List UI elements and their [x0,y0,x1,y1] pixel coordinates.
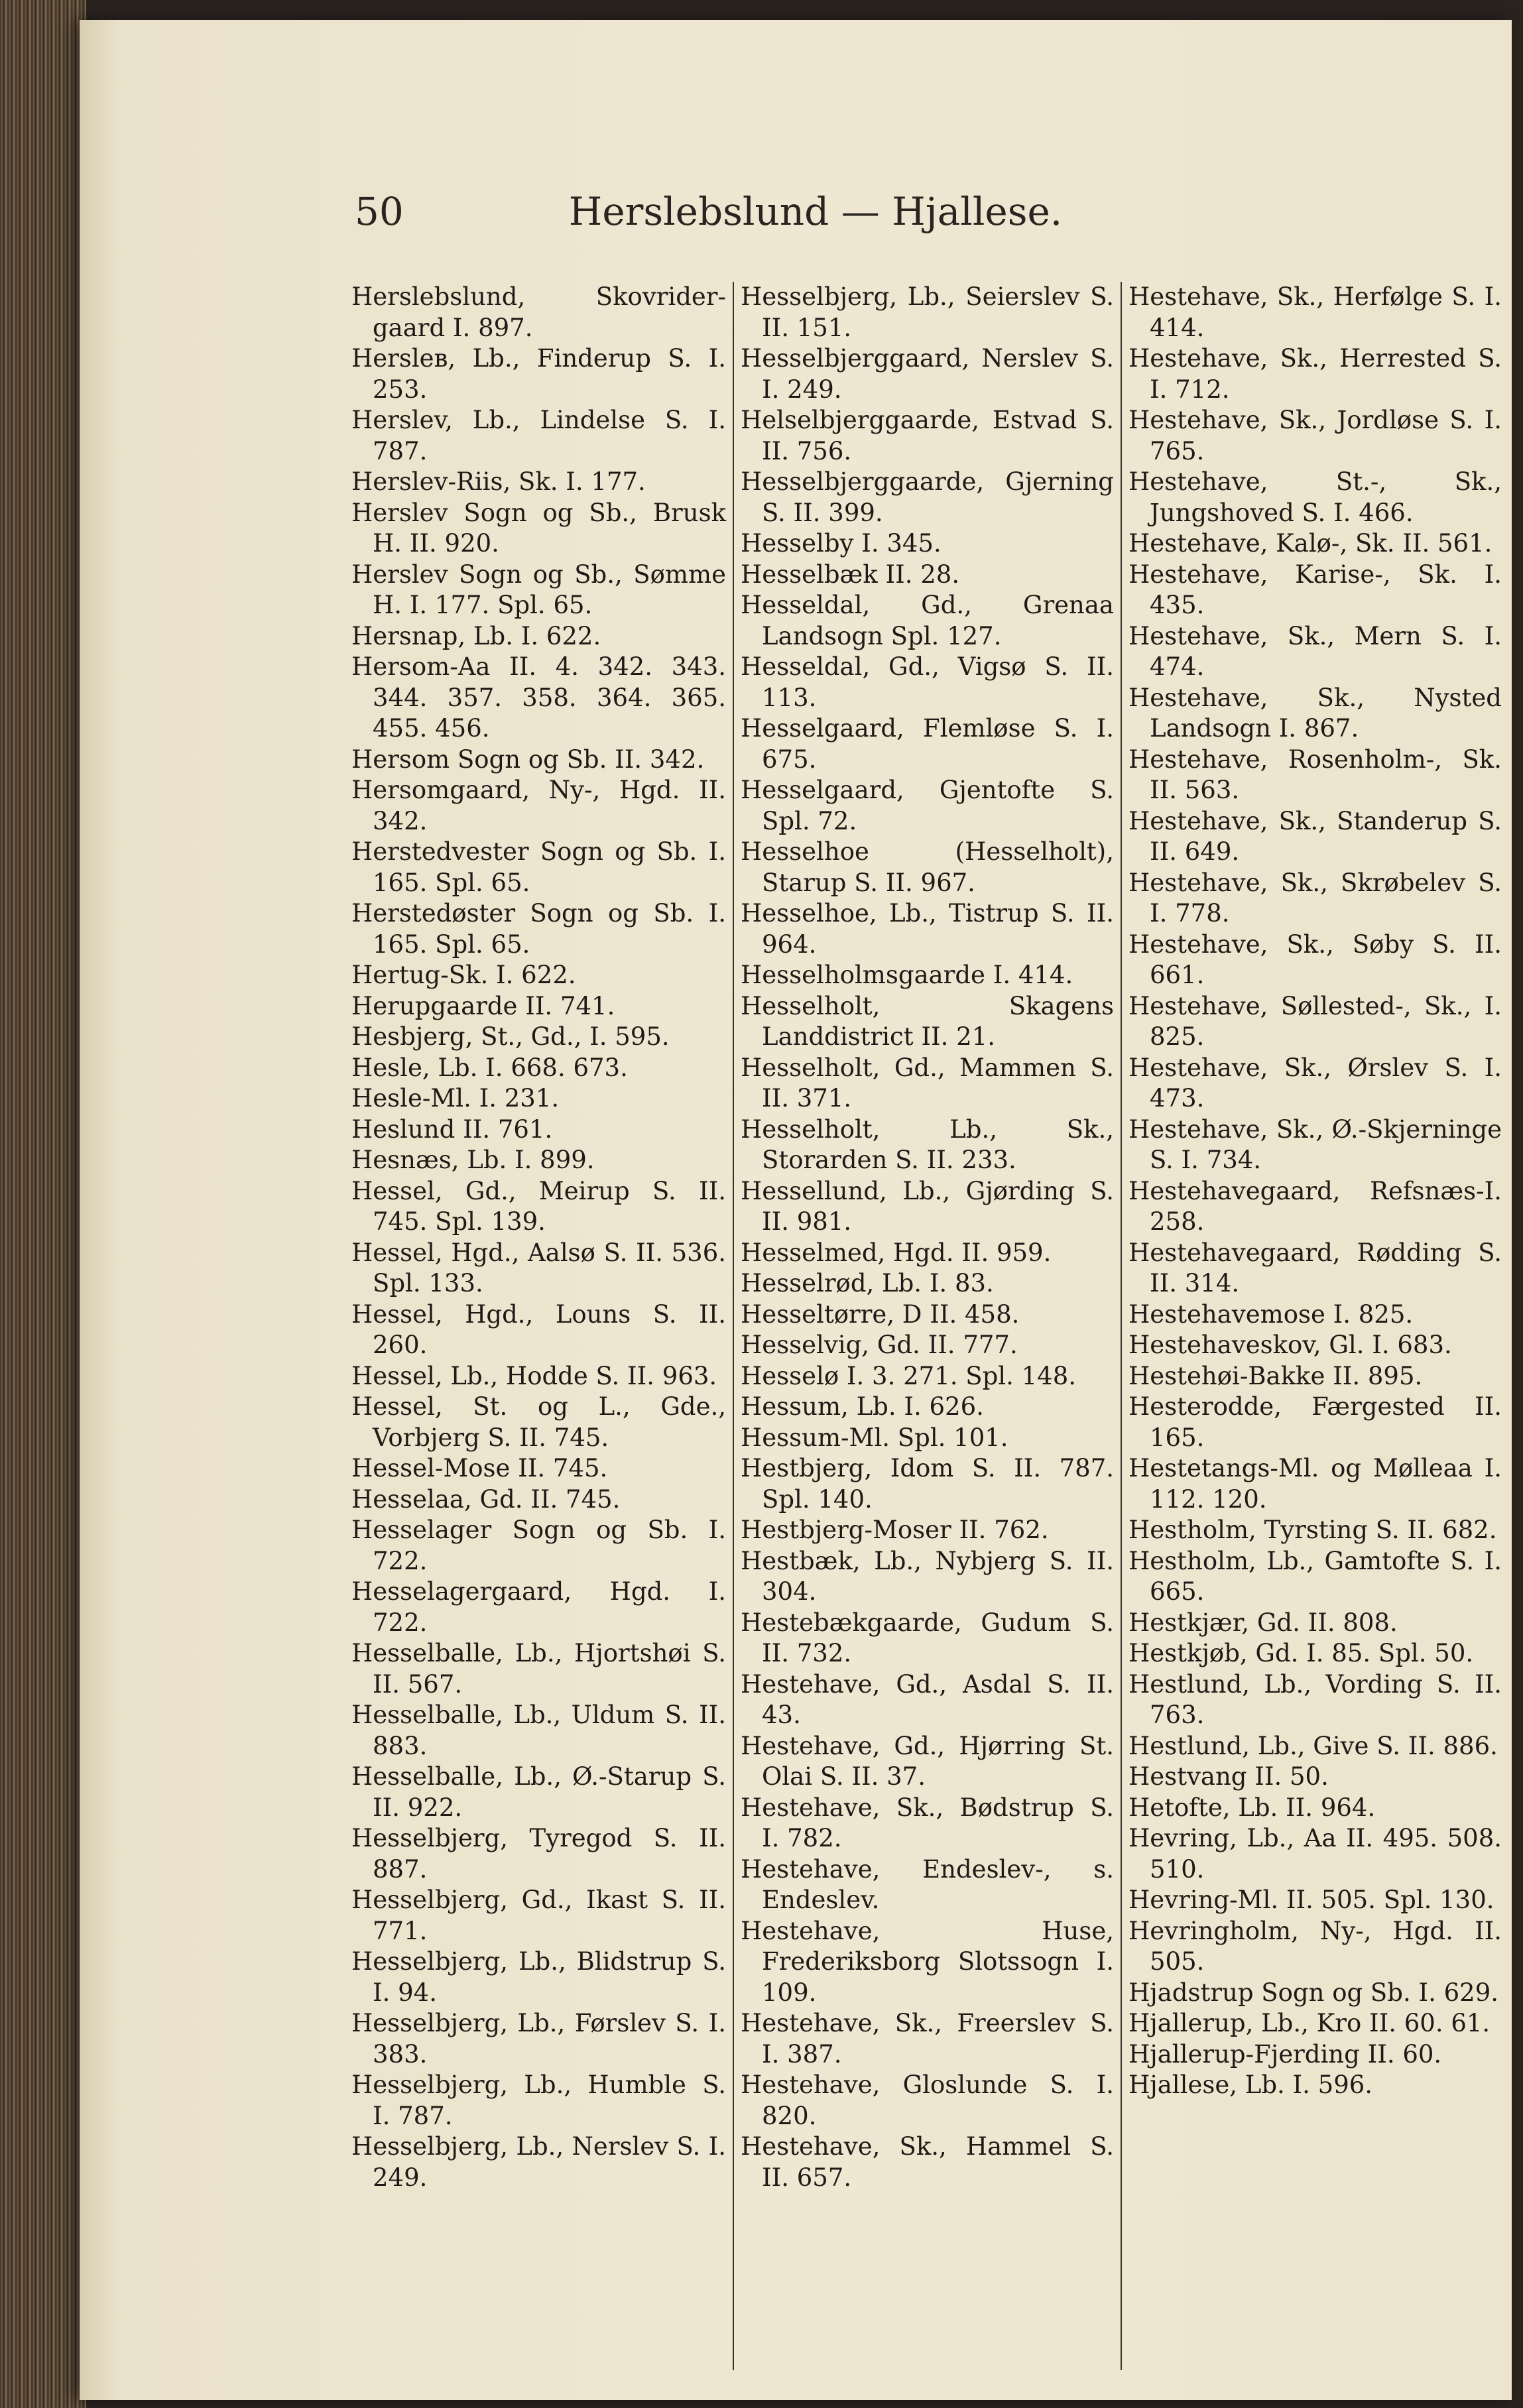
index-entry: Hestehave, Sk., Standerup S. II. 649. [1128,806,1502,866]
index-entry: Herstedvester Sogn og Sb. I. 165. Spl. 65. [351,837,726,897]
index-entry: Hestehave, Sk., Herfølge S. I. 414. [1128,282,1502,342]
index-entry: Hesselbjerggaard, Nerslev S. I. 249. [741,344,1114,404]
index-entry: Hestehave, Søllested-, Sk., I. 825. [1128,991,1502,1051]
index-entry: Hessel, St. og L., Gde., Vorbjerg S. II. 745. [351,1392,726,1452]
index-entry: Hessum-Ml. Spl. 101. [741,1423,1008,1452]
index-entry: Hesselballe, Lb., Uldum S. II. 883. [351,1701,726,1760]
index-entry: Herslev-Riis, Sk. I. 177. [351,467,646,496]
index-entry: Hesselbjerg, Lb., Humble S. I. 787. [351,2071,726,2130]
index-entry: Heslund II. 761. [351,1114,553,1144]
index-entry: Hestehave, Gd., Asdal S. II. 43. [741,1669,1114,1729]
page-number: 50 [355,189,404,234]
index-entry: Hesseldal, Gd., Vigsø S. II. 113. [741,652,1114,712]
index-entry: Hjadstrup Sogn og Sb. I. 629. [1128,1978,1498,2007]
index-entry: Hesselhoe, Lb., Tistrup S. II. 964. [741,899,1114,959]
index-entry: Hetofte, Lb. II. 964. [1128,1793,1376,1822]
index-entry: Hestehave, Sk., Skrøbelev S. I. 778. [1128,868,1502,928]
index-entry: Hestehavegaard, Refsnæs-I. 258. [1128,1176,1502,1236]
index-entry: Hesselbjerg, Lb., Nerslev S. I. 249. [351,2132,726,2192]
index-entry: Hevring, Lb., Aa II. 495. 508. 510. [1128,1824,1502,1884]
index-entry: Hesselbjerggaarde, Gjerning S. II. 399. [741,467,1114,527]
index-entry: Hessellund, Lb., Gjørding S. II. 981. [741,1176,1114,1236]
book-page-edges [0,0,86,2408]
index-entry: Hestehave, Kalø-, Sk. II. 561. [1128,529,1493,558]
index-entry: Hesselballe, Lb., Ø.-Starup S. II. 922. [351,1762,726,1822]
index-entry: Hjallerup, Lb., Kro II. 60. 61. [1128,2009,1491,2037]
index-entry: Hestehave, Karise-, Sk. I. 435. [1128,560,1502,619]
index-entry: Hesselholt, Lb., Sk., Storarden S. II. 233. [741,1114,1114,1174]
column-1 [345,282,733,2370]
index-entry: Hesseldal, Gd., Grenaa Landsogn Spl. 127. [741,591,1114,650]
index-entry: Hessel, Gd., Meirup S. II. 745. Spl. 139. [351,1176,726,1236]
page-header [80,176,1512,249]
index-entry: Hesle-Ml. I. 231. [351,1084,560,1113]
index-entry: Hesselballe, Lb., Hjortshøi S. II. 567. [351,1639,726,1699]
index-entry: Hesselagergaard, Hgd. I. 722. [351,1577,726,1637]
index-entry: Hessum, Lb. I. 626. [741,1392,984,1421]
index-entry: Hestehave, Sk., Søby S. II. 661. [1128,930,1502,989]
index-entry: Hestehavemose I. 825. [1128,1299,1414,1329]
index-entry: Hestehave, Rosenholm-, Sk. II. 563. [1128,745,1502,804]
index-entry: Hjallese, Lb. I. 596. [1128,2071,1373,2099]
index-entry: Hestehave, Huse, Frederiksborg Slotssogn I. 109. [741,1916,1114,2007]
index-entry: Hesterodde, Færgested II. 165. [1128,1392,1502,1452]
index-entry: Hestkjøb, Gd. I. 85. Spl. 50. [1128,1639,1474,1667]
index-entry: Hesselgaard, Flemløse S. I. 675. [741,714,1114,774]
index-entry: Hesselbjerg, Lb., Seierslev S. II. 151. [741,282,1114,342]
index-entry: Hestholm, Tyrsting S. II. 682. [1128,1516,1497,1544]
index-entry: Hestkjær, Gd. II. 808. [1128,1608,1398,1637]
index-entry: Hestetangs-Ml. og Mølleaa I. 112. 120. [1128,1454,1502,1514]
book-page [80,20,1512,2400]
index-entry: Hesselbjerg, Tyregod S. II. 887. [351,1824,726,1884]
index-entry: Hestehave, Sk., Herrested S. I. 712. [1128,344,1502,404]
index-entry: Hesseltørre, D II. 458. [741,1299,1020,1329]
index-entry: Hestehave, Sk., Hammel S. II. 657. [741,2132,1114,2192]
index-entry: Hersnap, Lb. I. 622. [351,621,601,650]
index-entry: Hessel, Hgd., Aalsø S. II. 536. Spl. 133. [351,1238,726,1297]
index-entry: Hestehave, St.-, Sk., Jungshoved S. I. 466. [1128,467,1502,527]
index-entry: Herstedøster Sogn og Sb. I. 165. Spl. 65. [351,899,726,959]
index-entry: Hestehave, Sk., Bødstrup S. I. 782. [741,1793,1114,1852]
index-entry: Hevring-Ml. II. 505. Spl. 130. [1128,1886,1494,1914]
index-entry: Hesnæs, Lb. I. 899. [351,1146,595,1174]
index-entry: Hesselby I. 345. [741,529,942,558]
index-entry: Hestbjerg-Moser II. 762. [741,1516,1049,1544]
index-entry: Hjallerup-Fjerding II. 60. [1128,2039,1442,2069]
index-entry: Hersleв, Lb., Finderup S. I. 253. [351,344,726,404]
index-entry: Hesselholmsgaarde I. 414. [741,961,1073,989]
index-entry: Hestbæk, Lb., Nybjerg S. II. 304. [741,1546,1114,1606]
index-entry: Hesbjerg, St., Gd., I. 595. [351,1022,670,1051]
index-entry: Hestehave, Sk., Nysted Landsogn I. 867. [1128,683,1502,743]
index-entry: Hesselbjerg, Lb., Blidstrup S. I. 94. [351,1947,726,2007]
index-entry: Hesselvig, Gd. II. 777. [741,1331,1018,1359]
index-entry: Hersomgaard, Ny-, Hgd. II. 342. [351,776,726,835]
index-entry: Hessel, Lb., Hodde S. II. 963. [351,1361,717,1390]
index-entry: Hesselager Sogn og Sb. I. 722. [351,1516,726,1575]
index-entry: Hestehave, Endeslev-, s. Endeslev. [741,1854,1114,1914]
index-entry: Hesselrød, Lb. I. 83. [741,1269,994,1297]
index-entry: Hersom Sogn og Sb. II. 342. [351,745,705,774]
index-entry: Hesselbjerg, Lb., Førslev S. I. 383. [351,2009,726,2069]
index-entry: Hessel, Hgd., Louns S. II. 260. [351,1299,726,1359]
index-entry: Hessel-Mose II. 745. [351,1454,608,1482]
index-entry: Hestehavegaard, Rødding S. II. 314. [1128,1238,1502,1297]
index-entry: Hertug-Sk. I. 622. [351,961,576,989]
index-entry: Hestehave, Gloslunde S. I. 820. [741,2071,1114,2130]
index-entry: Hestehave, Sk., Ø.-Skjerninge S. I. 734. [1128,1114,1502,1174]
index-entry: Hestehave, Sk., Ørslev S. I. 473. [1128,1053,1502,1113]
index-columns [345,282,1512,2370]
index-entry: Hesselgaard, Gjentofte S. Spl. 72. [741,776,1114,835]
index-entry: Hestlund, Lb., Give S. II. 886. [1128,1731,1498,1760]
index-entry: Hesselholt, Gd., Mammen S. II. 371. [741,1053,1114,1113]
index-entry: Hestehøi-Bakke II. 895. [1128,1361,1423,1390]
index-entry: Herupgaarde II. 741. [351,991,615,1020]
column-3 [1121,282,1508,2370]
index-entry: Hersom-Aa II. 4. 342. 343. 344. 357. 358. 364. 365. 455. 456. [351,652,726,743]
index-entry: Hesselhoe (Hesselholt), Starup S. II. 967. [741,837,1114,897]
index-entry: Hestehave, Sk., Mern S. I. 474. [1128,621,1502,681]
index-entry: Hesselbæk II. 28. [741,560,960,589]
index-entry: Hestehave, Sk., Jordløse S. I. 765. [1128,406,1502,465]
index-entry: Hestbjerg, Idom S. II. 787. Spl. 140. [741,1454,1114,1514]
index-entry: Herslev Sogn og Sb., Sømme H. I. 177. Spl. 65. [351,560,726,619]
index-entry: Hestvang II. 50. [1128,1762,1329,1791]
index-entry: Hevringholm, Ny-, Hgd. II. 505. [1128,1916,1502,1976]
index-entry: Herslev Sogn og Sb., Brusk H. II. 920. [351,498,726,558]
index-entry: Hestlund, Lb., Vording S. II. 763. [1128,1669,1502,1729]
index-entry: Hesle, Lb. I. 668. 673. [351,1053,628,1082]
index-entry: Hestebækgaarde, Gudum S. II. 732. [741,1608,1114,1667]
index-entry: Hesselaa, Gd. II. 745. [351,1484,621,1514]
index-entry: Hesselbjerg, Gd., Ikast S. II. 771. [351,1886,726,1945]
index-entry: Herslev, Lb., Lindelse S. I. 787. [351,406,726,465]
index-entry: Hestehave, Sk., Freerslev S. I. 387. [741,2009,1114,2069]
column-2 [733,282,1121,2370]
index-entry: Herslebslund, Skovrider-gaard I. 897. [351,282,726,342]
running-head: Herslebslund — Hjallese. [568,189,1063,234]
index-entry: Hestholm, Lb., Gamtofte S. I. 665. [1128,1546,1502,1606]
index-entry: Helselbjerggaarde, Estvad S. II. 756. [741,406,1114,465]
index-entry: Hestehaveskov, Gl. I. 683. [1128,1331,1452,1359]
index-entry: Hesselø I. 3. 271. Spl. 148. [741,1361,1077,1390]
index-entry: Hesselholt, Skagens Landdistrict II. 21. [741,991,1114,1051]
index-entry: Hesselmed, Hgd. II. 959. [741,1238,1052,1267]
index-entry: Hestehave, Gd., Hjørring St. Olai S. II. 37. [741,1731,1114,1791]
